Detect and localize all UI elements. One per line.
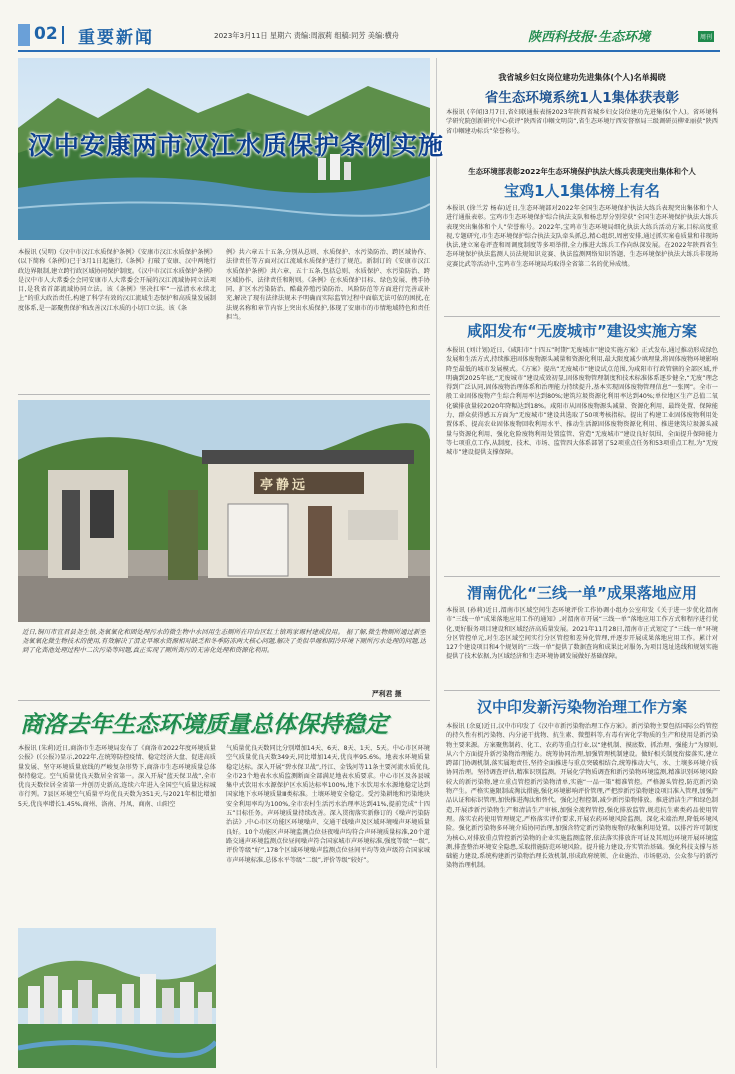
toilet-photo [18,400,430,622]
weinan-body: 本报讯 (孙莉)近日,渭南市区域空间生态环境评价工作协调小组办公室印发《关于进一步优化渭南市“三线一单”成果落地应用工作的通知》,对渭南市开展“三线一单”落地应用工作方式和程序进行优化,更好服务项目建设和区域经济高质量发展。2021年11月28日,渭南市正式划定了“三线一单”环境分区管控单元,对生态区域空间实行分区管控和差异化管理,并逐步开展成果落地应用工作。累计对127个建设项目和4个规划的“三线一单”提供了数据查询和成果比对服务,为项目选址选线和规划实施提供了技术依据,为区域经济和生态环境协调发展做好基础保障。 [446,607,718,661]
column-divider [436,58,437,1068]
awards-title-1: 省生态环境系统1人1集体获表彰 [484,90,680,106]
awards-kicker-1: 我省城乡妇女岗位建功先进集体(个人)名单揭晓 [498,73,666,82]
toilet-caption [22,628,426,686]
shangluo-title: 商洛去年生态环境质量总体保持稳定 [20,712,388,738]
toilet-caption-main: 近日,铜川市宜君县尧生镇,尧氧氧化和固处理污水的微生物中水回用生态厕所在印台区红土镇鸡家塬村建成投用。 [22,628,345,636]
header-rule [18,50,720,52]
city-photo [18,928,216,1068]
header-meta: 2023年3月11日 星期六 责编:周淑莉 组稿:同芳 美编:横舟 [214,31,399,40]
public-toilet-icon [18,400,430,622]
shangluo-col1: 本报讯 (朱莉)近日,商洛市生态环境局发布了《商洛市2022年度环境质量公报》(《公报》)显示,2022年,在统筹防控疫情、稳定经济大盘、促进高质量发展、坚守环境质量底线的严峻复杂形势下,商洛市生态环境质量总体保持稳定。空气质量优良天数居全省第一。深入开展“蓝天保卫战”,全市优良天数位居全省第一并创历史新高,连续六年进入全国空气质量达标城市行列。7县区环境空气质量平均优良天数为351天,与2021年相比增加5天,优良率增长1.45%,商州、洛南、丹凤、商南、山阳空 [18,745,216,808]
header-divider [62,26,64,44]
divider-5 [444,690,720,691]
divider-4 [444,576,720,577]
xianyang-title: 咸阳发布“无废城市”建设实施方案 [467,322,697,340]
shangluo-col2: 气质量优良天数同比分别增加14天、6天、8天、1天、5天。中心市区环境空气质量优良天数349天,同比增加14天,优良率95.6%。地表水环境质量稳定达标。深入开展“碧水保卫战”,丹江、金钱河等11条主要河流水质优良,全市23个地表水水质监测断面全部满足地表水质要求。中心市区及各县城集中式饮用水水源保护区水质达标率100%,地下水饮用水水源地稳定达到国家地下水环境质量Ⅲ类标准。土壤环境安全稳定。受污染耕地和污染地块安全利用率均为100%,全市农村生活污水治理率达到41%,提前完成“十四五”目标任务。声环境质量持续改善。深入贯彻落实新修订的《噪声污染防治法》,中心市区功能区环境噪声、交通干线噪声及区域环境噪声环境质量良好。10个功能区声环境监测点位昼夜噪声均符合声环境质量标准,20个道路交通声环境监测点位昼间噪声符合国家城市声环境标准,强度等级“一级”,评价等级“好”,178个区域环境噪声监测点位昼间平均等效声级符合国家城市声环境标准,总体水平等级“二级”,评价等级“较好”。 [226,745,430,864]
awards-title-2: 宝鸡1人1集体榜上有名 [504,182,660,200]
masthead: 陕西科技报·生态环境 [528,30,650,45]
toilet-caption-detail: 据了解,微生物厕所通过新型尧氧氧化微生物技术的使用,有效解决了渭北旱塬水资源相对缺乏和冬季防冻两大核心问题,解决了类似旱塬和阴冷环境下厕所污水处理的问题,达到了化粪池处理过程中二次污染等问题,真正实现了厕所粪污的无害化处理和资源化利用。 [22,628,426,655]
hanzhong-col2: 例》共六章五十五条,分别从总则、水质保护、水污染防治、跨区域协作、法律责任等方面对汉江流域水质保护进行了规范。新制订的《安康市汉江水质保护条例》共六章、五十五条,包括总则、水质保护、水污染防治、跨区域协作、法律责任和附则。《条例》在水质保护目标、绿色发展、携手协同、扩区水污染防治、酷截养殖污染防治、风险防范等方面进行完善或补充,解决了现有法律法规未予明确而实际监管过程中面临无法可依的困扰,在法规名称和章节内容上突出水质保护,体现了安康市的市情地域特色和责任担当。 [226,249,430,322]
city-skyline-icon [18,928,216,1068]
awards-kicker-2: 生态环境部表彰2022年生态环境保护执法大练兵表现突出集体和个人 [468,167,696,176]
weinan-title: 渭南优化“三线一单”成果落地应用 [467,584,697,602]
awards-body-2: 本报讯 (徐兰芳 杨春)近日,生态环境部对2022年全国生态环境保护执法大练兵表现突出集体和个人进行通报表彰。宝鸡市生态环境保护综合执法支队和杨忠厚分别荣获“全国生态环境保护执法大练兵表现突出集体和个人”荣誉称号。2022年,宝鸡市生态环境局细化执法大练兵活动方案,目标高度重视,专题研究,市生态环境保护综合执法支队牵头抓总,精心组织,周密安排,通过抓实案卷质量和非现场执法,建立案卷评查和周调度制度等多项举措,全力推进大练兵工作向纵深发展。在2022年陕西省生态环境保护执法监测人员法规知识竞赛、执法监测网络知识答题、生态环境保护执法大练兵非现场竞赛比武等活动中,宝鸡市生态环境局均取得全省第二名的优异成绩。 [446,205,718,268]
hanzhong-col1: 本报讯 (吴明)《汉中市汉江水质保护条例》《安康市汉江水质保护条例》(以下简称《条例》)已于3月1日起施行,《条例》打破了安康、汉中两地行政边界限制,建立跨行政区域协同保护制度。《汉中市汉江水质保护条例》是汉中市人大常委会会同安康市人大常委会开展的汉江流域协同立法项目,是我省首部流域协同立法。该《条例》坚决扛牢“一泓清水永续北上”的重大政治责任,构建了科学有效的汉江流域生态保护和高质量发展制度体系,是一部聚焦保护和改善汉江水质的小切口立法。该《条 [18,249,216,312]
toilet-sign: 亭静远 [260,478,309,493]
divider-3 [444,316,720,317]
page-number: 02 [34,24,58,44]
hanzhong2-title: 汉中印发新污染物治理工作方案 [476,698,687,716]
hanzhong-banner-title: 汉中安康两市汉江水质保护条例实施 [28,131,445,160]
awards-body-1: 本报讯 (辛闻)3月7日,省妇联通报表扬2023年陕西省城乡妇女岗位建功先进集体(个人)。省环境科学研究院创新研究中心获评“陕西省巾帼文明岗”,省生态环境厅西安督察局三级调研员柳亚丽获“陕西省巾帼建功标兵”荣誉称号。 [446,109,718,135]
hanzhong2-body: 本报讯 (余夏)近日,汉中市印发了《汉中市新污染物治理工作方案》。新污染物主要包括国际公约管控的持久性有机污染物、内分泌干扰物、抗生素、微塑料等,有毒有害化学物质的生产和使用是新污染物主要来源。方案聚焦制药、化工、农药等重点行业,以“建机制、摸底数、抓治理、强能力”为原则,从六个方面提升新污染物治理能力。统筹协同治理,加强管理机制建设。做好相关制度衔接落实,建立跨部门协调机制,落实属地责任,坚持全面推进与重点突破相结合,统筹推动大气、水、土壤多环境介质协同治理。坚持调查评估,精准识别监测。开展化学物质调查和新污染物环境监测,精准识别环境风险较大的新污染物,建立重点管控新污染物清单,实施“一品一策”精准管控。严格源头管控,防范新污染物产生。严格实施限制或淘汰措施,强化环境影响评价管理,严把涉新污染物建设项目准入管理,加强产品认证和标识管理,加快推进淘汰和替代。强化过程控制,减少新污染物排放。推进清洁生产和绿色制造,开展涉新污染物生产和清洁生产审核,加强全流程管控,强化排放监管,规范抗生素类药品使用管理。落实农药使用管理规定,严格落实评价要求,开展农药环境风险监测。深化末端治理,降低环境风险。强化新污染物多环境介质协同治理,加强含特定新污染物废物的收集利用处置。以排污许可制度为核心,对排放重点管控新污染物的企业实施监测监督,依法落实排放许可证及其周边环境开展环境监测,排查整治环境安全隐患,采取措施防范环境风险。提升能力建设,夯实管治基础。强化科技支撑与基础能力建设,系统构建新污染物治理长效机制,形成政府统领、企业施治、市场驱动、公众参与的新污染物治理机制。 [446,723,718,870]
divider-2 [18,700,430,701]
masthead-badge: 周刊 [698,31,714,42]
section-title: 重要新闻 [78,28,154,48]
xianyang-body: 本报讯 (刘计划)近日,《咸阳市“十四五”时期“无废城市”建设实施方案》正式发布,通过推动形成绿色发展和生活方式,持续推进固体废物源头减量和资源化利用,最大限度减少填埋量,将固体废物环境影响降至最低的城市发展模式。《方案》提出“无废城市”建设试点范围,为咸阳市行政管辖的全部区域,并明确到2025年底,“无废城市”建设成效初显,固体废物管理制度和技术标准体系逐步健全,“无废”理念得到广泛认同,固体废物治理体系和治理能力持续提升,基本实现固体废物管理信息“一张网”。全市一般工业固体废物产生综合利用率达到80%;建筑垃圾资源化利用率达到40%;单位地区生产总值二氧化碳排放量较2020年降幅达到18%。咸阳市从固体废物源头减量、资源化利用、最终处置、保障能力、群众获得感五方面为“无废城市”建设共选取了50项考核指标。提出了构建工业固体废物利用处置体系、提高农业固体废物回收利用水平、推动生活源固体废物资源化利用、推进建筑垃圾源头减量与资源化利用、强化危险废物利用处置监管、营造“无废城市”建设良好氛围、全面提升保障能力等七项重点工作,从制度、技术、市场、监管四大体系部署了52项重点任务和53项重点工程,为“无废城市”建设提供支撑保障。 [446,347,718,457]
divider-1 [18,394,430,395]
toilet-photo-credit: 严利君 摄 [372,690,402,698]
